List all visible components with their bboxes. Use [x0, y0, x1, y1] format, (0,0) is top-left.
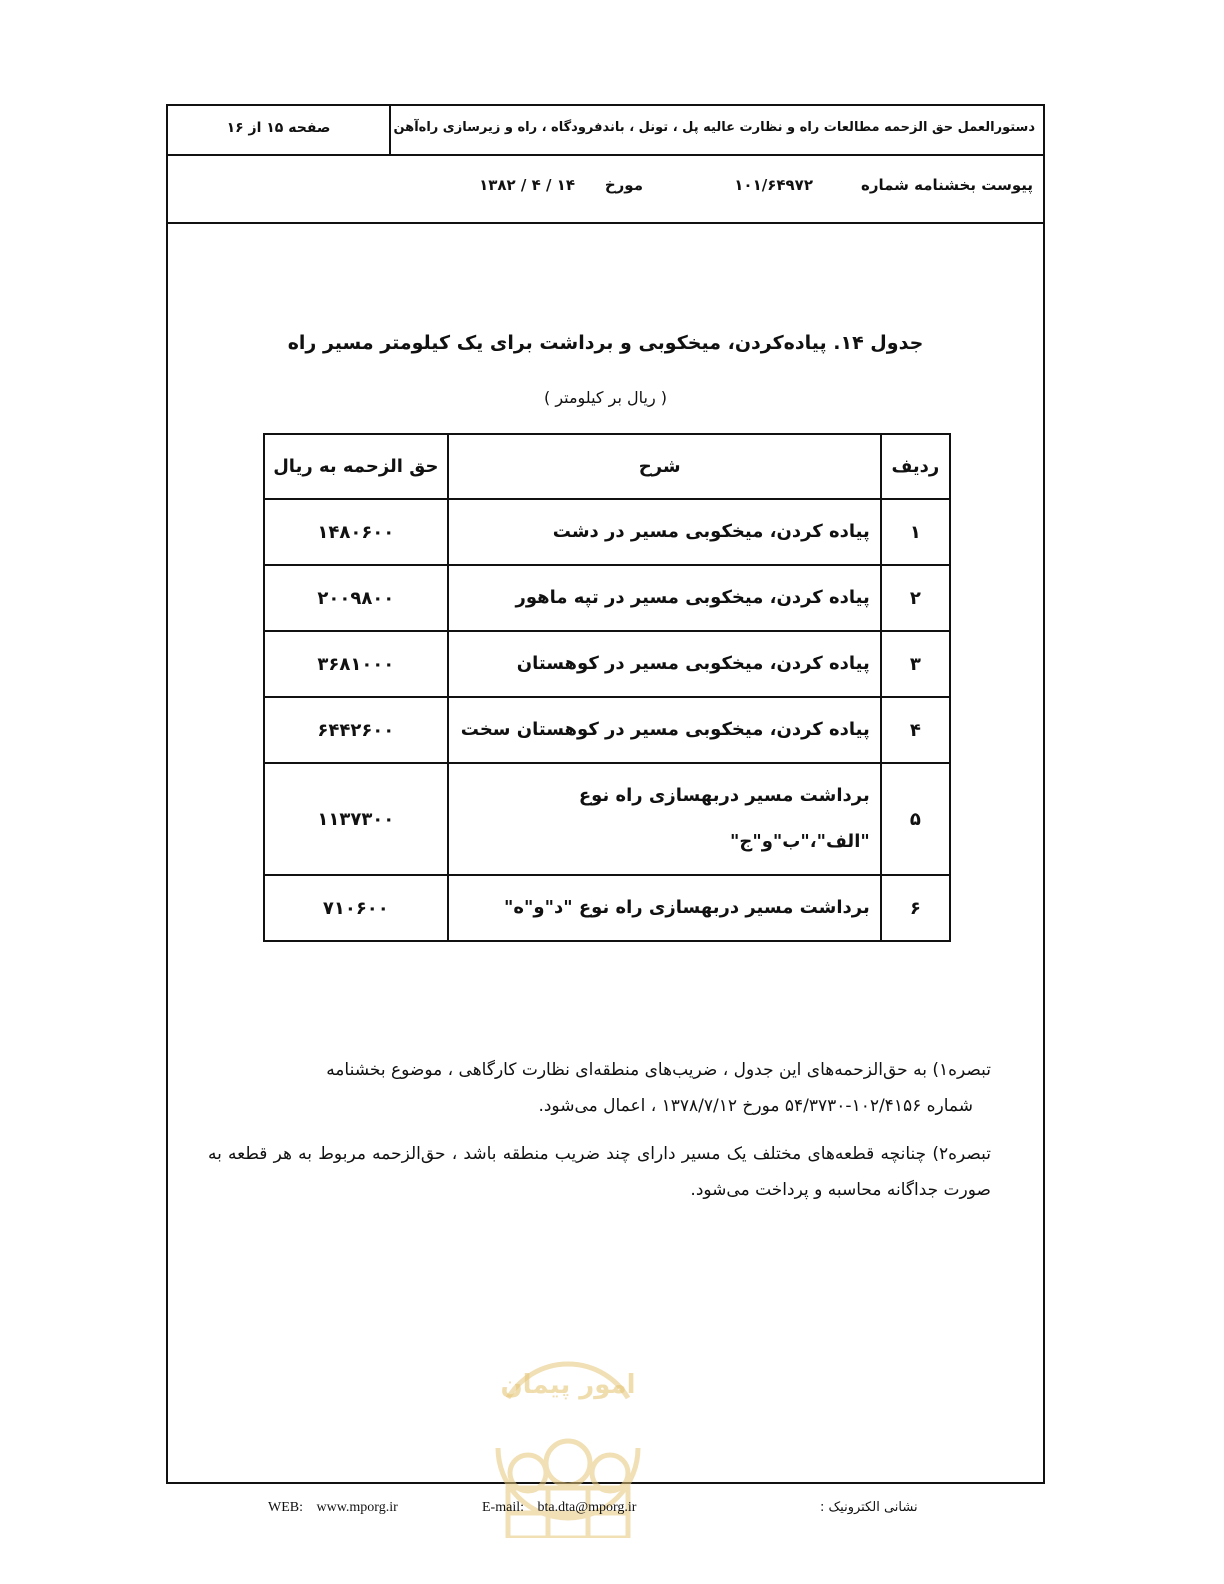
web-link[interactable]: www.mporg.ir — [316, 1500, 398, 1515]
page-number: صفحه ۱۵ از ۱۶ — [226, 120, 331, 136]
table-unit: ( ریال بر کیلومتر ) — [543, 388, 668, 407]
table-row — [264, 565, 950, 631]
table-title: جدول ۱۴. پیاده‌کردن، میخکوبی و برداشت برای یک کیلومتر مسیر راه — [287, 332, 924, 354]
document-title: دستورالعمل حق الزحمه مطالعات راه و نظارت عالیه پل ، تونل ، باندفرودگاه ، راه و زیرسازی راه‌آهن — [393, 120, 1035, 135]
email-label: E-mail: — [482, 1500, 524, 1515]
header-description: شرح — [448, 434, 881, 499]
row-amount: ۷۱۰۶۰۰ — [264, 875, 448, 941]
table-row — [264, 763, 950, 875]
header-index: ردیف — [881, 434, 950, 499]
page-frame — [166, 104, 1045, 1484]
notes-section — [208, 1052, 991, 1220]
table-row — [264, 631, 950, 697]
row-amount: ۳۶۸۱۰۰۰ — [264, 631, 448, 697]
web-label: WEB: — [268, 1500, 303, 1515]
row-index: ۱ — [881, 499, 950, 565]
row-amount: ۶۴۴۲۶۰۰ — [264, 697, 448, 763]
row-description-line: برداشت مسیر دربهسازی راه نوع — [578, 785, 870, 806]
header-amount: حق الزحمه به ریال — [264, 434, 448, 499]
email-link[interactable]: bta.dta@mporg.ir — [537, 1500, 637, 1515]
seal-text: امور پیمان — [500, 1370, 636, 1400]
row-amount: ۲۰۰۹۸۰۰ — [264, 565, 448, 631]
note-2: تبصره۲) چنانچه قطعه‌های مختلف یک مسیر دارای چند ضریب منطقه باشد ، حق‌الزحمه مربوط به هر قطعه به صورت جداگانه محاسبه و پرداخت می‌شود. — [208, 1144, 991, 1200]
date-label: مورخ — [604, 176, 643, 194]
row-description — [448, 763, 881, 875]
row-description: پیاده کردن، میخکوبی مسیر در کوهستان سخت — [448, 697, 881, 763]
note-1-line-2: شماره ۱۰۲/۴۱۵۶-۵۴/۳۷۳۰ مورخ ۱۳۷۸/۷/۱۲ ، اعمال می‌شود. — [538, 1096, 973, 1116]
row-index: ۴ — [881, 697, 950, 763]
rates-table — [263, 433, 951, 942]
header-row — [168, 106, 1043, 156]
circular-number: ۱۰۱/۶۴۹۷۲ — [734, 176, 813, 194]
row-index: ۳ — [881, 631, 950, 697]
row-index: ۵ — [881, 763, 950, 875]
circular-date: ۱۳۸۲ / ۴ / ۱۴ — [479, 176, 575, 194]
table-row — [264, 499, 950, 565]
table-header-row — [264, 434, 950, 499]
table-row — [264, 875, 950, 941]
electronic-address-label: نشانی الکترونیک : — [820, 1500, 918, 1515]
note-1-line-1: تبصره۱) به حق‌الزحمه‌های این جدول ، ضریب‌های منطقه‌ای نظارت کارگاهی ، موضوع بخشنامه — [326, 1060, 991, 1080]
email-address — [482, 1500, 636, 1516]
note-1 — [208, 1052, 991, 1124]
circular-label: پیوست بخشنامه شماره — [860, 176, 1033, 194]
row-description: برداشت مسیر دربهسازی راه نوع "د"و"ه" — [448, 875, 881, 941]
circular-row — [168, 156, 1043, 224]
row-index: ۶ — [881, 875, 950, 941]
row-amount: ۱۴۸۰۶۰۰ — [264, 499, 448, 565]
row-description: پیاده کردن، میخکوبی مسیر در تپه ماهور — [448, 565, 881, 631]
row-description: پیاده کردن، میخکوبی مسیر در کوهستان — [448, 631, 881, 697]
row-amount: ۱۱۳۷۳۰۰ — [264, 763, 448, 875]
header-divider — [389, 106, 391, 154]
table-row — [264, 697, 950, 763]
row-description-line: "الف"،"ب"و"ج" — [730, 831, 870, 852]
row-description: پیاده کردن، میخکوبی مسیر در دشت — [448, 499, 881, 565]
web-address — [268, 1500, 398, 1516]
row-index: ۲ — [881, 565, 950, 631]
